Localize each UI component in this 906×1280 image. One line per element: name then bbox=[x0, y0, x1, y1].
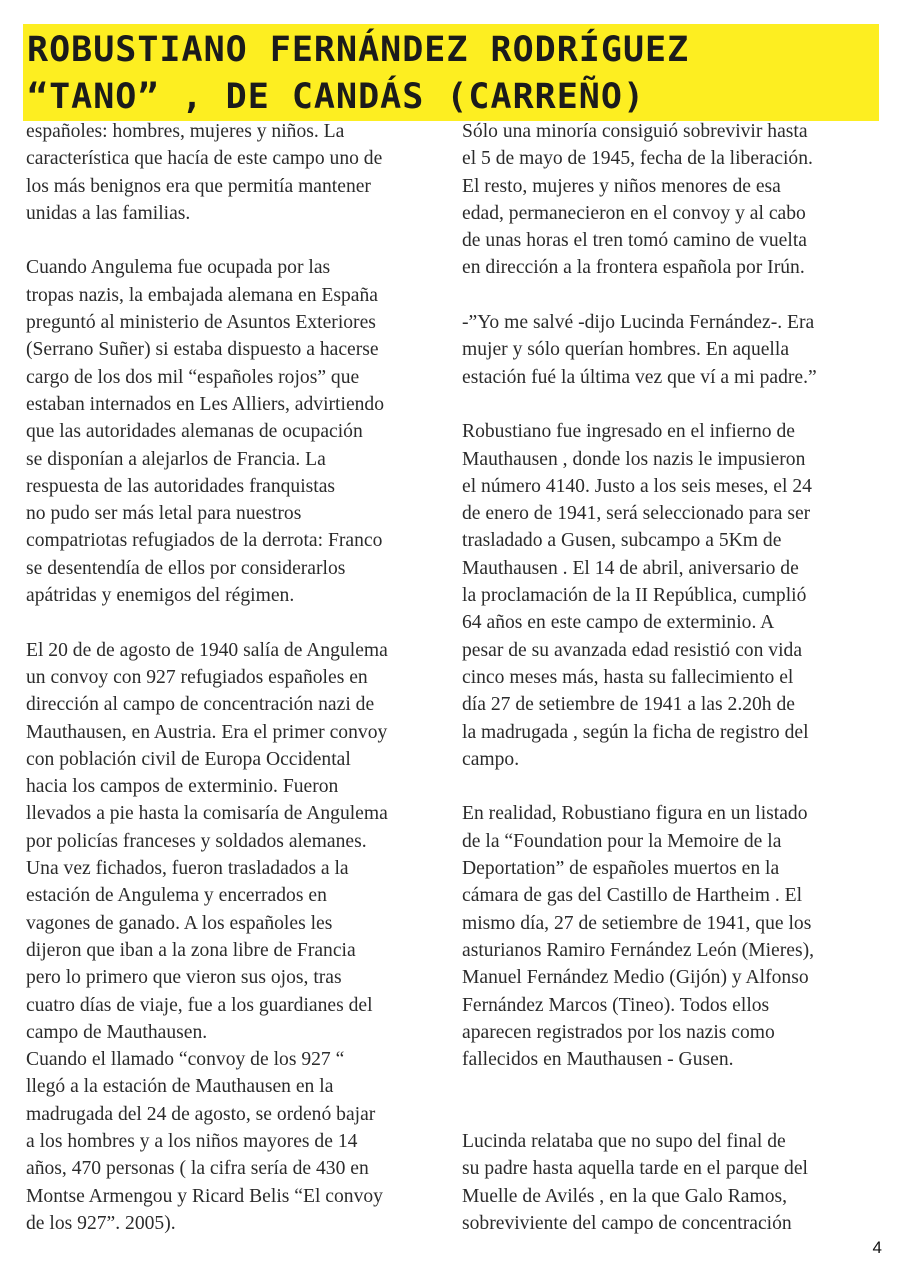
right-column-text-line: Fernández Marcos (Tineo). Todos ellos bbox=[462, 994, 770, 1016]
left-column-text-line: estación de Angulema y encerrados en bbox=[26, 885, 327, 907]
right-column-text-line: asturianos Ramiro Fernández León (Mieres), bbox=[462, 939, 815, 961]
left-column-text-line: El 20 de de agosto de 1940 salía de Angulema bbox=[26, 639, 388, 661]
article-title-line-2: “TANO” , DE CANDÁS (CARREÑO) bbox=[27, 77, 646, 117]
left-column-text-line: dirección al campo de concentración nazi de bbox=[26, 694, 375, 716]
right-column-text-line: la proclamación de la II República, cumplió bbox=[462, 585, 807, 607]
left-column-text-line: tropas nazis, la embajada alemana en España bbox=[26, 284, 378, 306]
left-column-text-line: compatriotas refugiados de la derrota: Franco bbox=[26, 530, 383, 552]
right-column-text-line: en dirección a la frontera española por Irún. bbox=[462, 257, 805, 279]
article-title-line-1: ROBUSTIANO FERNÁNDEZ RODRÍGUEZ bbox=[27, 30, 690, 70]
right-column-text-line: cinco meses más, hasta su fallecimiento el bbox=[462, 666, 794, 688]
left-column-text-line: Mauthausen, en Austria. Era el primer convoy bbox=[26, 721, 388, 743]
right-column-text-line: el 5 de mayo de 1945, fecha de la liberación. bbox=[462, 148, 813, 170]
right-column-text-line: día 27 de setiembre de 1941 a las 2.20h de bbox=[462, 694, 795, 716]
left-column-text-line: no pudo ser más letal para nuestros bbox=[26, 503, 302, 525]
left-column-text-line: dijeron que iban a la zona libre de Francia bbox=[26, 939, 356, 961]
left-column-text-line: años, 470 personas ( la cifra sería de 430 en bbox=[26, 1158, 369, 1180]
left-column-text-line: españoles: hombres, mujeres y niños. La bbox=[26, 121, 345, 142]
left-column-text-line: Montse Armengou y Ricard Belis “El convoy bbox=[26, 1185, 383, 1207]
left-column-text-line: llevados a pie hasta la comisaría de Angulema bbox=[26, 803, 388, 825]
right-column-text-line: Muelle de Avilés , en la que Galo Ramos, bbox=[462, 1185, 788, 1207]
right-column-text-line: Manuel Fernández Medio (Gijón) y Alfonso bbox=[462, 967, 809, 989]
right-column-text-line: campo. bbox=[462, 748, 520, 770]
left-column-text-line: madrugada del 24 de agosto, se ordenó bajar bbox=[26, 1103, 376, 1125]
right-column-text-line bbox=[462, 282, 882, 309]
right-column-text-line: sobreviviente del campo de concentración bbox=[462, 1212, 792, 1234]
left-column-text-line: respuesta de las autoridades franquistas bbox=[26, 475, 336, 497]
left-column-text-line bbox=[26, 609, 452, 636]
title-banner bbox=[23, 24, 879, 121]
left-column-text-line: se desentendía de ellos por considerarlos bbox=[26, 557, 346, 579]
page-number: 4 bbox=[872, 1238, 882, 1257]
right-column-text-line: Deportation” de españoles muertos en la bbox=[462, 858, 780, 880]
left-column-text-line: que las autoridades alemanas de ocupación bbox=[26, 421, 363, 443]
right-text-column bbox=[462, 118, 882, 1237]
right-column-text-line: -”Yo me salvé -dijo Lucinda Fernández-. Era bbox=[462, 312, 815, 334]
left-column-text-line: cargo de los dos mil “españoles rojos” que bbox=[26, 366, 360, 388]
right-column-text-line: de unas horas el tren tomó camino de vuelta bbox=[462, 230, 807, 252]
right-column-text-line: Lucinda relataba que no supo del final de bbox=[462, 1130, 786, 1152]
right-column-text-line: pesar de su avanzada edad resistió con vida bbox=[462, 639, 803, 661]
left-column-text-line: llegó a la estación de Mauthausen en la bbox=[26, 1076, 334, 1098]
right-column-text-line: edad, permanecieron en el convoy y al cabo bbox=[462, 202, 806, 224]
left-column-text-line: Cuando Angulema fue ocupada por las bbox=[26, 257, 331, 279]
left-column-text-line: unidas a las familias. bbox=[26, 202, 191, 224]
left-column-text-line: a los hombres y a los niños mayores de 14 bbox=[26, 1130, 358, 1152]
right-column-text-line bbox=[462, 391, 882, 418]
right-column-text-line bbox=[462, 1101, 882, 1128]
right-column-text-line: mismo día, 27 de setiembre de 1941, que los bbox=[462, 912, 812, 934]
right-column-text-line: Robustiano fue ingresado en el infierno de bbox=[462, 421, 795, 443]
left-column-text-line: con población civil de Europa Occidental bbox=[26, 748, 351, 770]
right-column-text-line bbox=[462, 773, 882, 800]
right-column-text-line: estación fué la última vez que ví a mi padre.” bbox=[462, 366, 817, 388]
left-column-text-line: característica que hacía de este campo uno de bbox=[26, 148, 383, 170]
left-column-text-line: Una vez fichados, fueron trasladados a la bbox=[26, 858, 349, 880]
right-column-text-line: Mauthausen . El 14 de abril, aniversario de bbox=[462, 557, 799, 579]
left-column-text-line: de los 927”. 2005). bbox=[26, 1212, 176, 1234]
right-column-text-line: aparecen registrados por los nazis como bbox=[462, 1021, 775, 1043]
right-column-text-line: el número 4140. Justo a los seis meses, el 24 bbox=[462, 475, 812, 497]
right-column-text-line: El resto, mujeres y niños menores de esa bbox=[462, 175, 781, 197]
left-column-text-line: cuatro días de viaje, fue a los guardianes del bbox=[26, 994, 373, 1016]
right-column-text-line: trasladado a Gusen, subcampo a 5Km de bbox=[462, 530, 782, 552]
right-column-text-line: Mauthausen , donde los nazis le impusieron bbox=[462, 448, 806, 470]
left-column-text-line: (Serrano Suñer) si estaba dispuesto a hacerse bbox=[26, 339, 379, 361]
right-column-text-line: En realidad, Robustiano figura en un listado bbox=[462, 803, 808, 825]
right-column-text-line: de la “Foundation pour la Memoire de la bbox=[462, 830, 782, 852]
right-column-text-line: fallecidos en Mauthausen - Gusen. bbox=[462, 1049, 734, 1071]
left-column-text-line: los más benignos era que permitía mantener bbox=[26, 175, 371, 197]
right-column-text-line: la madrugada , según la ficha de registro del bbox=[462, 721, 809, 743]
right-column-text-line: Sólo una minoría consiguió sobrevivir hasta bbox=[462, 121, 808, 142]
right-column-text-line bbox=[462, 1073, 882, 1100]
left-column-text-line: campo de Mauthausen. bbox=[26, 1021, 208, 1043]
left-column-text-line: apátridas y enemigos del régimen. bbox=[26, 585, 295, 607]
right-column-text-line: mujer y sólo querían hombres. En aquella bbox=[462, 339, 790, 361]
right-column-text-line: 64 años en este campo de exterminio. A bbox=[462, 612, 775, 634]
left-column-text-line: estaban internados en Les Alliers, advirtiendo bbox=[26, 393, 385, 415]
left-column-text-line: un convoy con 927 refugiados españoles en bbox=[26, 666, 368, 688]
left-column-text-line: pero lo primero que vieron sus ojos, tras bbox=[26, 967, 342, 989]
left-column-text-line bbox=[26, 227, 452, 254]
left-column-text-line: por policías franceses y soldados alemanes. bbox=[26, 830, 367, 852]
right-column-text-line: de enero de 1941, será seleccionado para ser bbox=[462, 503, 811, 525]
left-column-text-line: se disponían a alejarlos de Francia. La bbox=[26, 448, 326, 470]
right-column-text-line: cámara de gas del Castillo de Hartheim . El bbox=[462, 885, 803, 907]
right-column-text-line: su padre hasta aquella tarde en el parque del bbox=[462, 1158, 808, 1180]
left-column-text-line: preguntó al ministerio de Asuntos Exteriores bbox=[26, 312, 376, 334]
left-text-column bbox=[26, 118, 452, 1237]
left-column-text-line: Cuando el llamado “convoy de los 927 “ bbox=[26, 1049, 345, 1071]
left-column-text-line: hacia los campos de exterminio. Fueron bbox=[26, 776, 339, 798]
left-column-text-line: vagones de ganado. A los españoles les bbox=[26, 912, 333, 934]
